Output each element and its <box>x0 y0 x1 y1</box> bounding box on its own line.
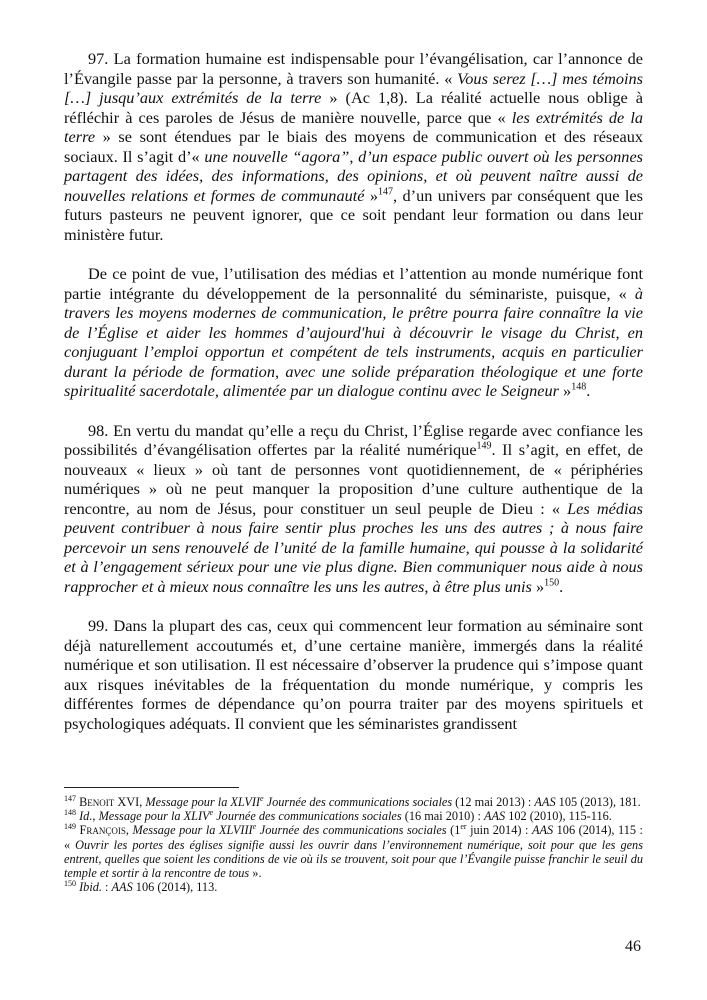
page-number: 46 <box>625 938 641 955</box>
italic-text: Message pour la XLIV <box>98 809 210 824</box>
text-run: (16 mai 2010) : <box>401 809 484 824</box>
italic-text: Message pour la XLVII <box>145 795 261 809</box>
italic-text: Message pour la XLVIII <box>132 823 253 838</box>
italic-text: Ibid. <box>79 880 102 895</box>
text-run: » <box>364 185 379 205</box>
italic-text: une nouvelle “agora”, d’un espace public ouvert où les personnes partagent des idées, des informations, des opinions, et où peuvent naître aussi de nouvelles relations et formes de communauté <box>64 146 644 205</box>
text-run: De ce point de vue, l’utilisation des médias et l’attention au monde numérique font partie intégrante du développement de la personnalité du séminariste, puisque, « <box>64 264 643 303</box>
text-run: . <box>586 381 591 400</box>
footnote-148 <box>64 809 643 823</box>
text-run: » se sont étendues par le biais des moyens de communication et des réseaux sociaux. Il s’agit d’« <box>64 127 643 166</box>
text-run: 106 (2014), 113. <box>132 880 218 895</box>
footnote-marker: 149 <box>64 822 76 832</box>
text-run: (12 mai 2013) : <box>452 795 535 809</box>
text-run: 106 (2014), 115 : « <box>64 823 643 852</box>
footnote-marker: 148 <box>64 808 76 818</box>
footnote-149 <box>64 823 643 880</box>
italic-text: Id. <box>79 809 93 824</box>
footnote-150 <box>64 880 643 894</box>
footnote-marker: er <box>460 822 467 832</box>
text-run: . Il s’agit, en effet, de nouveaux « lieux » où tant de personnes vont quotidiennement, de « périphéries numériques » où ne peut manquer la proposition d’une culture authentique de la rencontre, au nom de Jésus, pour constituer un seul peuple de Dieu : « <box>64 440 643 518</box>
text-run: 97. La formation humaine est indispensable pour l’évangélisation, car l’annonce de l’Évangile passe par la personne, à travers son humanité. « <box>64 49 643 88</box>
text-run: ». <box>249 866 262 881</box>
text-run: 105 (2013), 181. <box>555 795 641 809</box>
text-run: XVI, <box>114 795 146 809</box>
italic-text: à travers les moyens modernes de communication, le prêtre pourra faire connaître la vie de l’Église et aider les hommes d’aujourd'hui à découvrir le visage du Christ, en conjuguant l’emploi opportun et compétent de tels instruments, acquis en particulier durant la période de formation, avec une solide préparation théologique et une forte spiritualité sacerdotale, alimentée par un dialogue continu avec le Seigneur <box>64 283 643 400</box>
footnote-reference: 147 <box>378 186 394 198</box>
text-run: 99. Dans la plupart des cas, ceux qui commencent leur formation au séminaire sont déjà naturellement accoutumés et, d’une certaine manière, immergés dans la réalité numérique et son utilisation. Il est nécessaire d’observer la prudence qui s’impose quant aux risques inévitables de la fréquentation du monde numérique, y compris les différentes formes de dépendance qu’on pourra traiter par des moyens spirituels et psychologiques adéquats. Il convient que les séminaristes grandissent <box>64 616 643 733</box>
text-run: , <box>125 823 133 838</box>
italic-text: Journée des communications sociales <box>213 809 402 824</box>
paragraph-97 <box>64 49 643 244</box>
italic-text: Journée des communications sociales <box>256 823 447 838</box>
footnote-reference: 150 <box>544 577 560 589</box>
author-name: François <box>79 823 126 838</box>
italic-text: Ouvrir les portes des églises signifie aussi les ouvrir dans l’environnement numérique, soit pour que les gens entrent, quelles que soient les conditions de vie où ils se trouvent, soit pour que l’Évangile puisse franchir le seuil du temple et sortir à la rencontre de tous <box>64 837 643 881</box>
text-run: , <box>92 809 99 824</box>
italic-text: AAS <box>483 809 506 824</box>
ordinal-superscript: e <box>209 808 214 818</box>
italic-text: Les médias peuvent contribuer à nous faire sentir plus proches les uns des autres ; à nous faire percevoir un sens renouvelé de l’unité de la famille humaine, qui pousse à la solidarité et à l’engagement sérieux pour une vie plus digne. Bien communiquer nous aide à nous rapprocher et à mieux nous connaître les uns les autres, à être plus unis <box>64 498 643 596</box>
text-run: » (Ac 1,8). La réalité actuelle nous oblige à réfléchir à ces paroles de Jésus de manière nouvelle, parce que « <box>64 88 643 127</box>
footnote-marker: 150 <box>64 879 76 889</box>
paragraph-98 <box>64 421 643 597</box>
footnote-reference: 148 <box>571 381 587 393</box>
footnote-separator <box>64 787 239 788</box>
italic-text: Journée des communications sociales <box>263 795 453 809</box>
italic-text: AAS <box>111 880 133 895</box>
text-run: (1 <box>446 823 461 838</box>
text-run: 102 (2010), 115-116. <box>505 809 612 824</box>
text-run: : <box>101 880 112 895</box>
italic-text: AAS <box>531 823 554 838</box>
italic-text: Vous serez […] mes témoins […] jusqu’aux extrémités de la terre <box>64 68 643 107</box>
italic-text: les extrémités de la terre <box>64 107 643 146</box>
footnote-147 <box>64 795 643 809</box>
text-run: . <box>559 576 564 596</box>
text-run: , d’un univers par conséquent que les futurs pasteurs ne peuvent ignorer, que ce soit pendant leur formation ou dans leur ministère futur. <box>64 185 643 244</box>
ordinal-superscript: e <box>252 822 257 832</box>
main-text <box>64 49 643 753</box>
paragraph-99 <box>64 616 643 733</box>
footnotes <box>64 795 643 894</box>
text-run: » <box>531 576 545 596</box>
ordinal-superscript: e <box>260 793 264 803</box>
footnote-marker: 147 <box>64 793 76 803</box>
text-run: juin 2014) : <box>466 823 532 838</box>
italic-text: AAS <box>534 795 556 809</box>
paragraph-97-continued <box>64 264 643 401</box>
footnote-reference: 149 <box>476 440 492 452</box>
text-run: 98. En vertu du mandat qu’elle a reçu du Christ, l’Église regarde avec confiance les possibilités d’évangélisation offertes par la réalité numérique <box>64 420 643 459</box>
text-run: » <box>558 381 572 400</box>
author-name: Benoit <box>79 795 115 809</box>
